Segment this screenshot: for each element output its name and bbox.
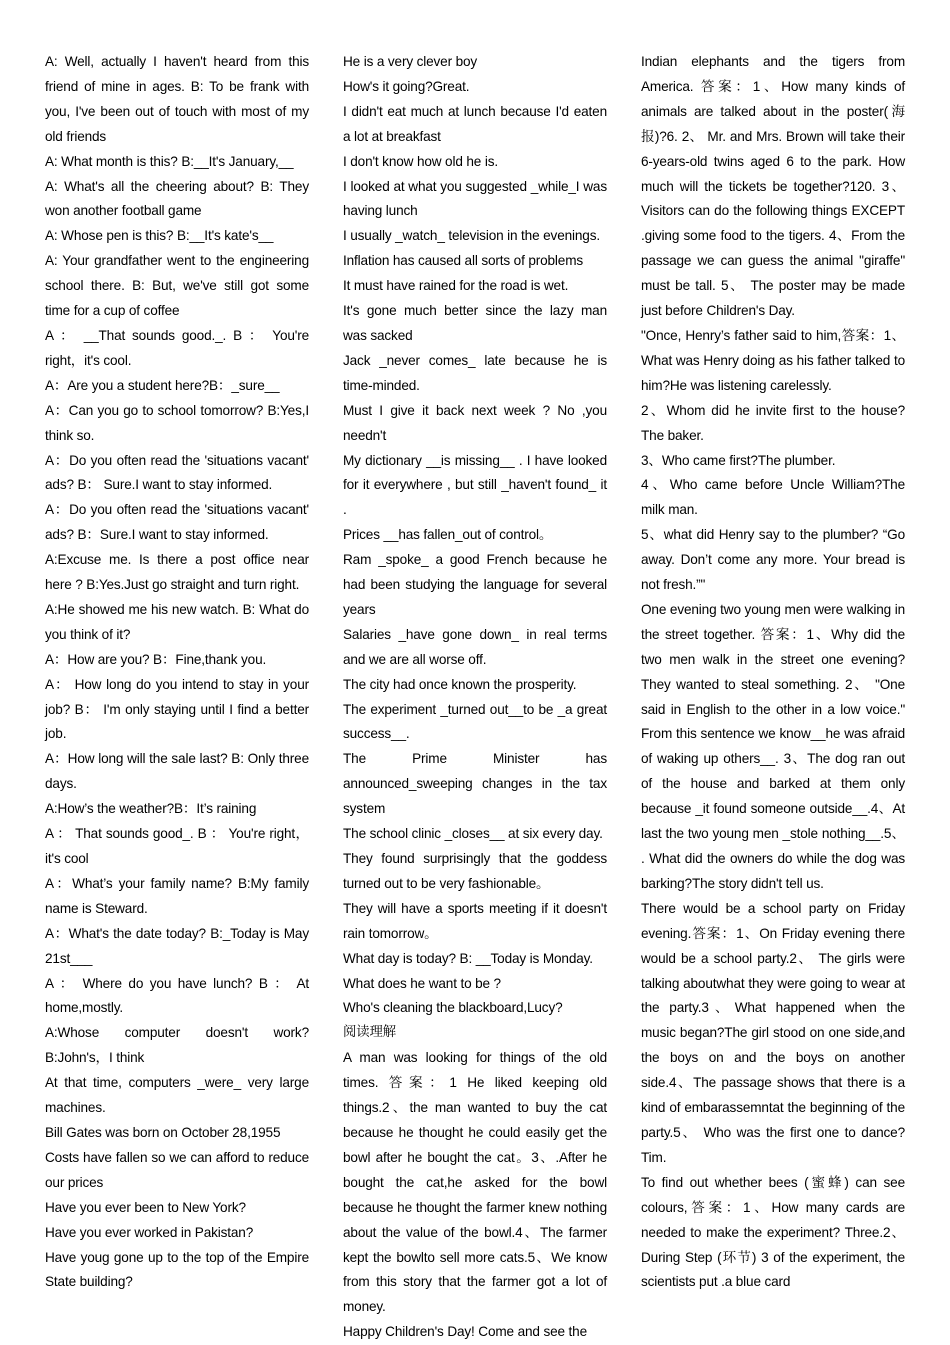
paragraph: A:How’s the weather?B：It’s raining xyxy=(45,801,257,817)
paragraph: The experiment _turned out__to be _a great success__. xyxy=(343,701,607,742)
text-column-left xyxy=(45,50,309,1295)
paragraph: Bill Gates was born on October 28,1955 xyxy=(45,1124,281,1140)
paragraph: Prices __has fallen_out of control。 xyxy=(343,527,553,543)
paragraph: 3、Who came first?The plumber. xyxy=(641,452,836,468)
paragraph: A ： __That sounds good._. B ： You're right，it's cool. xyxy=(45,327,309,368)
paragraph: A：What's the date today? B:_Today is May 21st___ xyxy=(45,925,309,966)
text-column-right xyxy=(641,50,905,1295)
paragraph: A:He showed me his new watch. B: What do you think of it? xyxy=(45,601,309,642)
paragraph: What day is today? B: __Today is Monday. xyxy=(343,950,593,966)
paragraph: A：How are you? B：Fine,thank you. xyxy=(45,651,267,667)
paragraph: Must I give it back next week ? No ,you needn't xyxy=(343,402,607,443)
paragraph: Ram _spoke_ a good French because he had been studying the language for several years xyxy=(343,552,607,617)
paragraph: He is a very clever boy xyxy=(343,54,478,69)
paragraph: It's gone much better since the lazy man was sacked xyxy=(343,303,607,343)
paragraph: What does he want to be ? xyxy=(343,975,501,991)
paragraph: A ： Where do you have lunch? B ： At home,mostly. xyxy=(45,975,309,1016)
paragraph: A:Excuse me. Is there a post office near here ? B:Yes.Just go straight and turn right. xyxy=(45,552,309,593)
paragraph: A: Your grandfather went to the engineering school there. B: But, we've still got some time for a cup of coffee xyxy=(45,253,309,319)
text-column-middle xyxy=(343,50,607,1345)
paragraph: The city had once known the prosperity. xyxy=(343,676,577,692)
paragraph: A：Can you go to school tomorrow? B:Yes,I think so. xyxy=(45,402,309,443)
paragraph: 5、what did Henry say to the plumber? “Go away. Don’t come any more. Your bread is not fresh.”" xyxy=(641,527,905,593)
paragraph: At that time, computers _were_ very large machines. xyxy=(45,1075,309,1116)
paragraph: They will have a sports meeting if it doesn't rain tomorrow。 xyxy=(343,900,607,941)
paragraph: A:Whose computer doesn't work? B:John's，I think xyxy=(45,1025,309,1066)
paragraph: Inflation has caused all sorts of problems xyxy=(343,253,584,269)
paragraph: Have youg gone up to the top of the Empire State building? xyxy=(45,1249,309,1290)
paragraph: They found surprisingly that the goddess turned out to be very fashionable。 xyxy=(343,851,607,891)
paragraph: How's it going?Great. xyxy=(343,78,470,94)
paragraph: Happy Children's Day! Come and see the xyxy=(343,1324,587,1340)
paragraph: A: Whose pen is this? B:__It's kate's__ xyxy=(45,228,274,244)
paragraph: The Prime Minister has announced_sweeping changes in the tax system xyxy=(343,751,607,817)
paragraph: Costs have fallen so we can afford to reduce our prices xyxy=(45,1149,309,1190)
paragraph: I don't know how old he is. xyxy=(343,153,498,169)
paragraph: I didn't eat much at lunch because I'd eaten a lot at breakfast xyxy=(343,103,607,144)
paragraph: "Once, Henry’s father said to him,答案：1、What was Henry doing as his father talked to him?He was listening carelessly. xyxy=(641,327,905,393)
paragraph: To find out whether bees (蜜蜂) can see colours,答案：1、How many cards are needed to make the experiment? Three.2、During Step (环节) 3 of the experiment, the scientists put .a blue card xyxy=(641,1174,905,1290)
paragraph: One evening two young men were walking in the street together. 答案：1、Why did the two men walk in the street one evening?They wanted to steal something. 2、 "One said in English to the other in a low voice." From this sentence we know__he was afraid of waking up others__. 3、The dog ran out of the house and barked at them only because _it found someone outside__.4、At last the two young men _stole nothing__.5、 . What did the owners do while the dog was barking?The story didn't tell us. xyxy=(641,601,905,891)
paragraph: 4、Who came before Uncle William?The milk man. xyxy=(641,477,905,518)
paragraph: A: What's all the cheering about? B: They won another football game xyxy=(45,178,309,219)
paragraph: Have you ever been to New York? xyxy=(45,1199,246,1215)
paragraph: A：How long will the sale last? B: Only three days. xyxy=(45,751,309,792)
paragraph: Salaries _have gone down_ in real terms and we are all worse off. xyxy=(343,626,607,667)
paragraph: Indian elephants and the tigers from America. 答案：1、How many kinds of animals are talked about in the poster(海报)?6. 2、 Mr. and Mrs. Brown will take their 6-years-old twins aged 6 to the park. How much will the tickets be together?120. 3、Visitors can do the following things EXCEPT .giving some food to the tigers. 4、From the passage we can guess the animal "giraffe" must be tall. 5、 The poster may be made just before Children's Day. xyxy=(641,54,905,319)
paragraph: A：Do you often read the 'situations vacant' ads? B： Sure.I want to stay informed. xyxy=(45,452,309,493)
paragraph: A：Do you often read the 'situations vacant' ads? B：Sure.I want to stay informed. xyxy=(45,502,309,543)
paragraph: The school clinic _closes__ at six every day. xyxy=(343,826,603,842)
paragraph: A： How long do you intend to stay in your job? B： I'm only staying until I find a better job. xyxy=(45,676,309,742)
paragraph: A：Are you a student here?B：_sure__ xyxy=(45,377,280,393)
paragraph: I looked at what you suggested _while_I was having lunch xyxy=(343,178,607,219)
paragraph: There would be a school party on Friday evening.答案：1、On Friday evening there would be a school party.2、 The girls were talking aboutwhat they were going to wear at the party.3、What happened when the music began?The girl stood on one side,and the boys on and the boys on another side.4、The passage shows that there is a kind of embarassemntat the beginning of the party.5、 Who was the first one to dance? Tim. xyxy=(641,900,905,1165)
paragraph: Have you ever worked in Pakistan? xyxy=(45,1224,254,1240)
paragraph: A：What’s your family name? B:My family name is Steward. xyxy=(45,875,309,916)
paragraph: It must have rained for the road is wet. xyxy=(343,278,569,294)
paragraph: I usually _watch_ television in the evenings. xyxy=(343,228,600,244)
paragraph: 2、Whom did he invite first to the house? The baker. xyxy=(641,402,905,443)
paragraph: A: Well, actually I haven't heard from this friend of mine in ages. B: To be frank with you, I've been out of touch with most of my old friends xyxy=(45,54,309,144)
section-heading: 阅读理解 xyxy=(343,1025,396,1041)
paragraph: Who's cleaning the blackboard,Lucy? xyxy=(343,1000,563,1016)
paragraph: Jack _never comes_ late because he is time-minded. xyxy=(343,352,607,393)
paragraph: My dictionary __is missing__ . I have looked for it everywhere , but still _haven't found_ it . xyxy=(343,452,607,518)
paragraph: A: What month is this? B:__It's January,__ xyxy=(45,153,294,169)
paragraph: A man was looking for things of the old times. 答案：1 He liked keeping old things.2、the man wanted to buy the cat because he thought he could easily get the bowl after he bought the cat。3、.After he bought the cat,he asked for the bowl because he thought the farmer knew nothing about the value of the bowl.4、The farmer kept the bowlto sell more cats.5、We know from this story that the farmer got a lot of money. xyxy=(343,1050,607,1315)
paragraph: A ： That sounds good_. B ： You're right，it's cool xyxy=(45,826,309,866)
